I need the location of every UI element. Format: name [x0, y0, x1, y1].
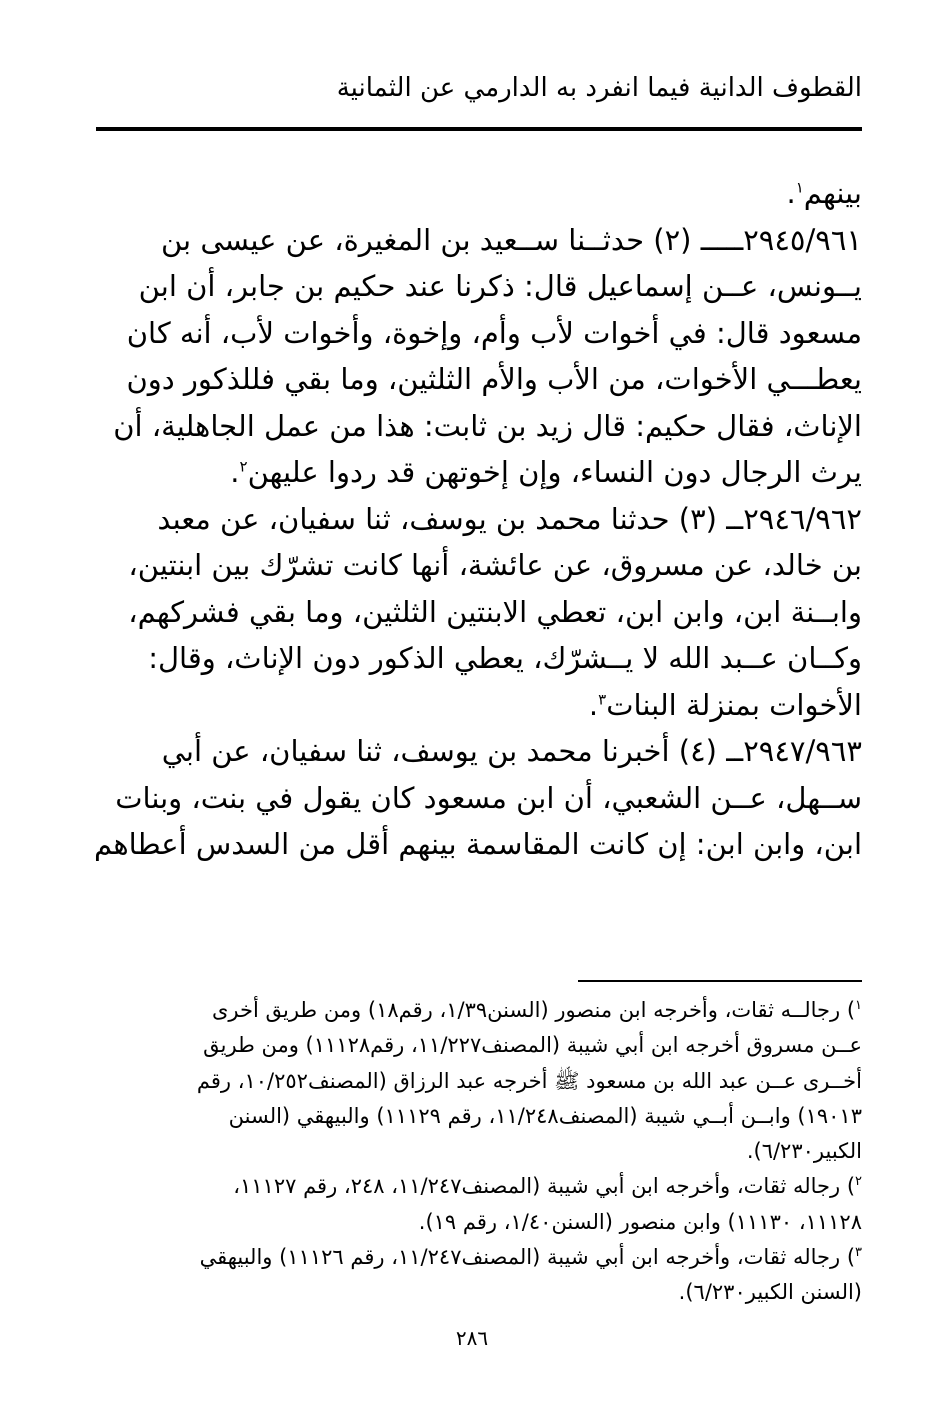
- footnotes: [96, 993, 862, 1311]
- text-line: يرث الرجال دون النساء، وإن إخوتهن قد ردوا عليهن$^٢$.: [230, 455, 862, 489]
- header-title: القطوف الدانية فيما انفرد به الدارمي عن الثمانية: [336, 73, 862, 103]
- text-line: بينهم$^١$.: [786, 176, 862, 210]
- footnote-line: ١٩٠١٣) وابــن أبــي شيبة (المصنف١١/٢٤٨، رقم ١١١٢٩) والبيهقي (السنن: [228, 1103, 862, 1128]
- footnote-marker-2: ٢: [855, 1174, 862, 1190]
- text-line: وابــنة ابن، وابن ابن، تعطي الابنتين الثلثين، وما بقي فشركهم،: [128, 594, 862, 629]
- footnote-line: الكبير٦/٢٣٠).: [746, 1139, 862, 1164]
- footnote-ref-2[interactable]: ٢: [239, 457, 248, 476]
- text-line: يــونس، عــن إسماعيل قال: ذكرنا عند حكيم بن جابر، أن ابن: [138, 269, 862, 303]
- footnote-marker-1: ١: [855, 998, 862, 1013]
- footnote-line: $^٢$) رجاله ثقات، وأخرجه ابن أبي شيبة (المصنف١١/٢٤٧، ٢٤٨، رقم ١١١٢٧،: [233, 1174, 862, 1199]
- text-line: بن خالد، عن مسروق، عن عائشة، أنها كانت تشرّك بين ابنتين،: [128, 548, 862, 582]
- hadith-2947: [96, 728, 862, 868]
- text-line: ٢٩٤٧/٩٦٣ــ (٤) أخبرنا محمد بن يوسف، ثنا سفيان، عن أبي: [161, 734, 862, 768]
- footnote-ref-3[interactable]: ٣: [598, 689, 607, 708]
- hadith-2946: [96, 496, 862, 729]
- footnote-1: [96, 993, 862, 1169]
- text-line: يعطـــي الأخوات، من الأب والأم الثلثين، وما بقي فللذكور دون: [126, 362, 862, 396]
- footnote-line: ١١١٢٨، ١١١٣٠) وابن منصور (السنن١/٤٠، رقم ١٩).: [418, 1209, 862, 1234]
- text-line: ابن، وابن ابن: إن كانت المقاسمة بينهم أقل من السدس أعطاهم: [94, 827, 862, 861]
- text-line: مسعود قال: في أخوات لأب وأم، وإخوة، وأخوات لأب، أنه كان: [126, 315, 862, 350]
- page-number: ٢٨٦: [455, 1326, 489, 1350]
- footnote-3: [96, 1240, 862, 1311]
- footnote-ref-1[interactable]: ١: [795, 178, 804, 197]
- text-line: الأخوات بمنزلة البنات$^٣$.: [588, 687, 862, 722]
- footnote-marker-3: ٣: [855, 1245, 862, 1261]
- footnote-line: (السنن الكبير٦/٢٣٠).: [678, 1280, 862, 1305]
- footnote-line: أخــرى عــن عبد الله بن مسعود ﷺ أخرجه عبد الرزاق (المصنف١٠/٢٥٢، رقم: [196, 1068, 862, 1093]
- main-text: [96, 170, 862, 868]
- footnote-2: [96, 1169, 862, 1240]
- text-line: ٢٩٤٥/٩٦١ـــــ (٢) حدثــنا ســعيد بن المغيرة، عن عيسى بن: [160, 222, 862, 257]
- header-rule: [96, 127, 862, 131]
- hadith-2945: [96, 217, 862, 496]
- text-line: ســهل، عــن الشعبي، أن ابن مسعود كان يقول في بنت، وبنات: [115, 780, 862, 815]
- footnote-line: $^٣$) رجاله ثقات، وأخرجه ابن أبي شيبة (المصنف١١/٢٤٧، رقم ١١١٢٦) والبيهقي: [199, 1245, 862, 1270]
- footnote-line: عــن مسروق أخرجه ابن أبي شيبة (المصنف١١/٢٢٧، رقم١١١٢٨) ومن طريق: [203, 1033, 862, 1058]
- text-line: وكــان عــبد الله لا يــشرّك، يعطي الذكور دون الإناث، وقال:: [148, 641, 862, 675]
- running-header: [96, 68, 862, 108]
- text-line: ٢٩٤٦/٩٦٢ــ (٣) حدثنا محمد بن يوسف، ثنا سفيان، عن معبد: [157, 501, 862, 536]
- paragraph-continuation: [96, 170, 862, 217]
- footnote-separator: [578, 980, 862, 982]
- text-line: الإناث، فقال حكيم: قال زيد بن ثابت: هذا من عمل الجاهلية، أن: [113, 408, 862, 443]
- footnote-line: $^١$) رجالــه ثقات، وأخرجه ابن منصور (السنن١/٣٩، رقم١٨) ومن طريق أخرى: [211, 998, 862, 1022]
